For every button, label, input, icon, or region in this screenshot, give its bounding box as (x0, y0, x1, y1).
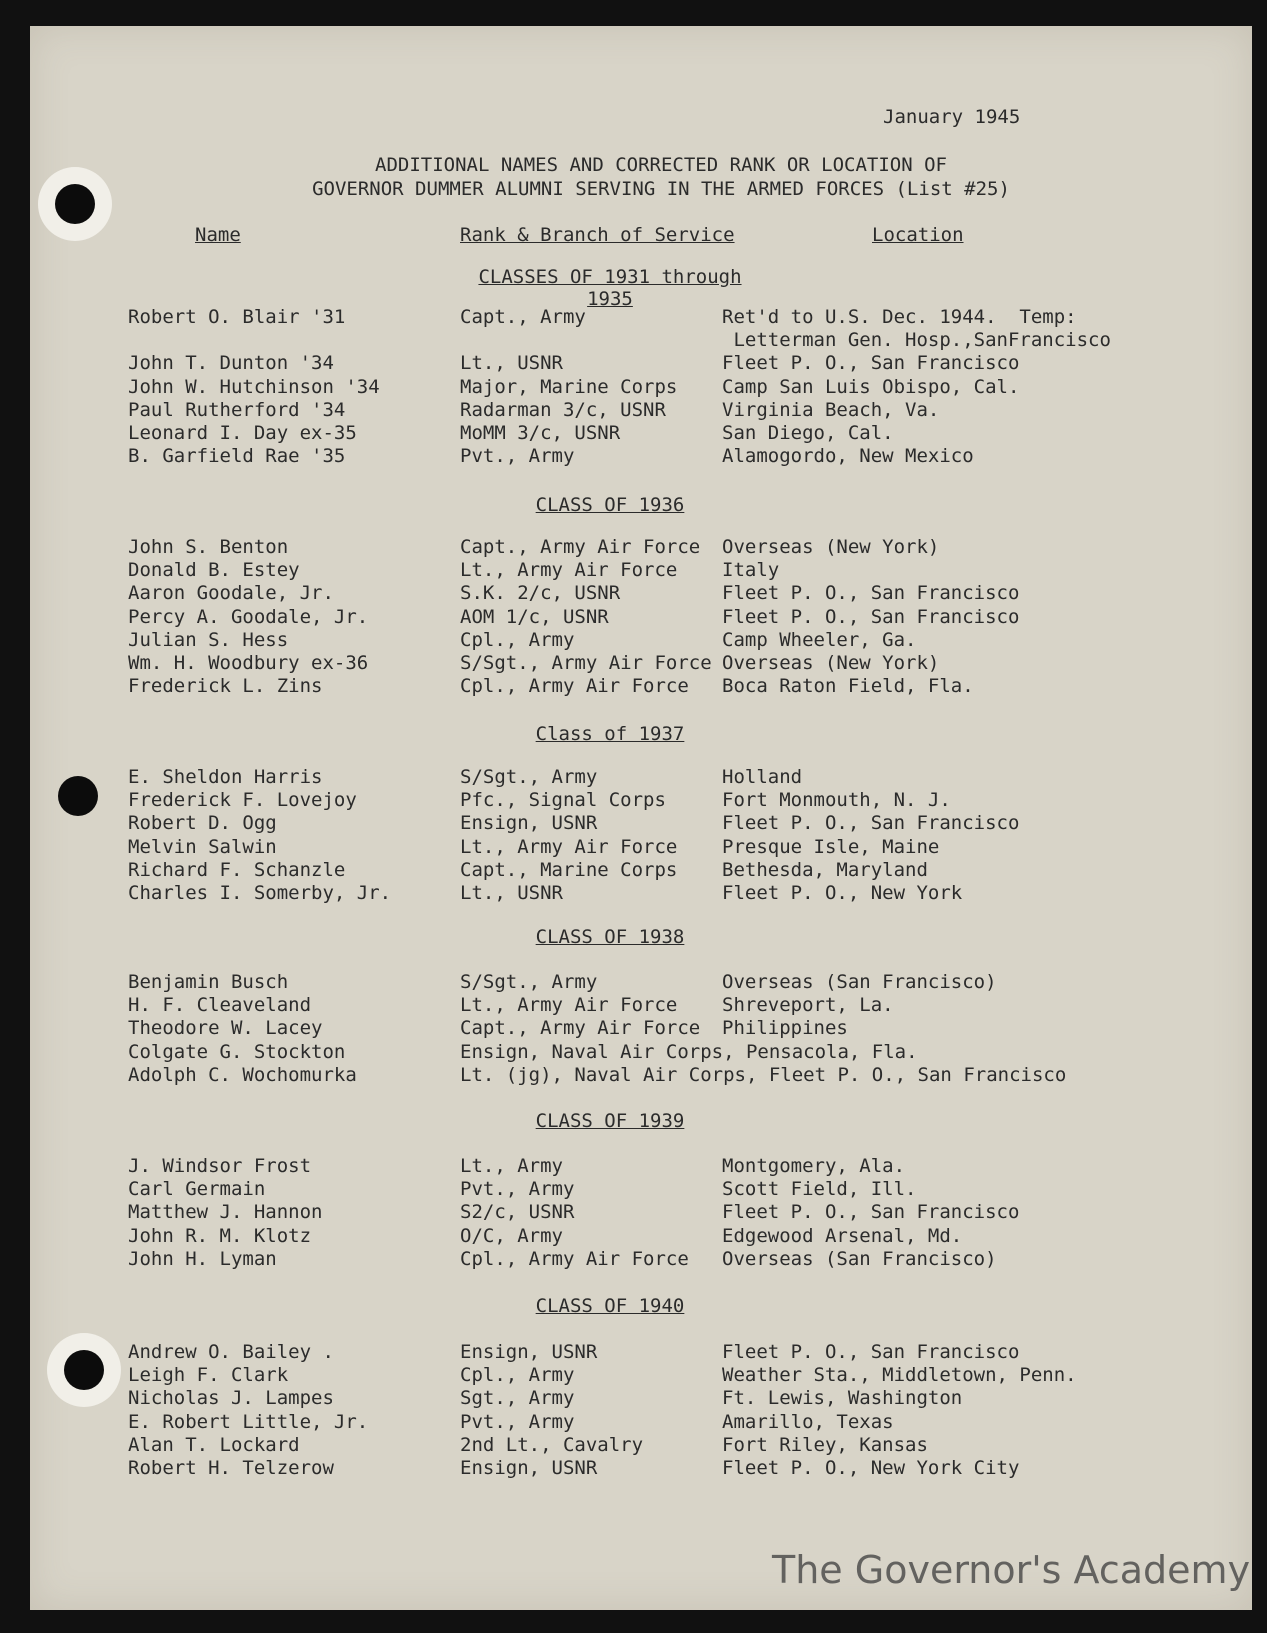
roster-location: Italy (722, 559, 780, 582)
column-header-location: Location (872, 224, 964, 246)
roster-row (30, 1041, 1252, 1065)
roster-location: Scott Field, Ill. (722, 1178, 917, 1201)
roster-location: Montgomery, Ala. (722, 1155, 906, 1177)
roster-name: Paul Rutherford '34 (128, 398, 346, 421)
roster-row (30, 1387, 1252, 1411)
roster-name: Robert D. Ogg (128, 812, 277, 835)
roster-row (30, 329, 1252, 353)
roster-rank: Pvt., Army (460, 445, 575, 468)
roster-rank: S.K. 2/c, USNR (460, 582, 621, 605)
roster-rank: Lt., USNR (460, 882, 563, 904)
roster-location: Amarillo, Texas (722, 1410, 894, 1433)
roster-location: Camp San Luis Obispo, Cal. (722, 375, 1020, 398)
roster-name: Benjamin Busch (128, 971, 289, 993)
roster-rank: Lt., USNR (460, 352, 563, 375)
roster-location: Overseas (San Francisco) (722, 971, 997, 993)
roster-rank: Ensign, Naval Air Corps, Pensacola, Fla. (460, 1040, 918, 1063)
roster-row (30, 789, 1252, 813)
roster-row (30, 1364, 1252, 1388)
roster-row (30, 352, 1252, 376)
document-page (30, 26, 1252, 1610)
roster-name: Julian S. Hess (128, 628, 289, 651)
section-title: CLASS OF 1939 (535, 1110, 685, 1132)
roster-name: Adolph C. Wochomurka (128, 1063, 357, 1086)
roster-name: Wm. H. Woodbury ex-36 (128, 652, 369, 674)
roster-name: Frederick L. Zins (128, 675, 323, 698)
roster-rank: Pvt., Army (460, 1410, 575, 1433)
roster-name: Colgate G. Stockton (128, 1040, 346, 1063)
section-title: CLASS OF 1936 (535, 494, 685, 516)
roster-location: Overseas (New York) (722, 536, 940, 558)
roster-name: Melvin Salwin (128, 835, 277, 858)
roster-name: John T. Dunton '34 (128, 352, 334, 375)
roster-row (30, 1225, 1252, 1249)
roster-location: Overseas (San Francisco) (722, 1247, 997, 1270)
roster-location: Fleet P. O., San Francisco (722, 582, 1020, 605)
roster-row (30, 652, 1252, 676)
section-title: Class of 1937 (535, 723, 685, 745)
roster-name: J. Windsor Frost (128, 1155, 312, 1177)
roster-name: John W. Hutchinson '34 (128, 375, 380, 398)
roster-row (30, 1017, 1252, 1041)
roster-rank: Ensign, USNR (460, 1341, 598, 1363)
roster-location: Fleet P. O., San Francisco (722, 605, 1020, 628)
roster-location: Fleet P. O., New York City (722, 1457, 1020, 1479)
roster-location: Overseas (New York) (722, 652, 940, 674)
roster-name: Percy A. Goodale, Jr. (128, 605, 369, 628)
roster-row (30, 582, 1252, 606)
roster-rank: Cpl., Army Air Force (460, 675, 689, 698)
roster-name: Alan T. Lockard (128, 1433, 300, 1456)
roster-location: Ft. Lewis, Washington (722, 1387, 963, 1410)
roster-name: Charles I. Somerby, Jr. (128, 882, 392, 904)
roster-row (30, 1248, 1252, 1272)
roster-rank: Lt. (jg), Naval Air Corps, Fleet P. O., San Francisco (460, 1063, 1067, 1086)
roster-rank: Cpl., Army Air Force (460, 1247, 689, 1270)
roster-row (30, 766, 1252, 790)
section-title: CLASS OF 1940 (535, 1295, 685, 1317)
roster-location: Fleet P. O., New York (722, 882, 963, 904)
roster-location: Edgewood Arsenal, Md. (722, 1224, 963, 1247)
roster-name: John H. Lyman (128, 1247, 277, 1270)
roster-row (30, 445, 1252, 469)
roster-row (30, 1341, 1252, 1365)
document-date: January 1945 (883, 106, 1021, 128)
roster-location: Weather Sta., Middletown, Penn. (722, 1364, 1077, 1387)
roster-name: E. Sheldon Harris (128, 766, 323, 788)
roster-location: Letterman Gen. Hosp.,SanFrancisco (722, 329, 1111, 352)
roster-name: Theodore W. Lacey (128, 1017, 323, 1040)
roster-name: Robert H. Telzerow (128, 1457, 334, 1479)
roster-name: John S. Benton (128, 536, 289, 558)
roster-rank: Lt., Army (460, 1155, 563, 1177)
roster-location: Boca Raton Field, Fla. (722, 675, 974, 698)
roster-row (30, 971, 1252, 995)
roster-location: Virginia Beach, Va. (722, 398, 940, 421)
roster-rank: Pfc., Signal Corps (460, 789, 666, 812)
roster-name: Richard F. Schanzle (128, 858, 346, 881)
roster-name: Carl Germain (128, 1178, 266, 1201)
roster-name: Donald B. Estey (128, 559, 300, 582)
roster-row (30, 1178, 1252, 1202)
roster-name: H. F. Cleaveland (128, 994, 312, 1017)
roster-location: Fleet P. O., San Francisco (722, 812, 1020, 835)
column-header-name: Name (195, 224, 241, 246)
roster-location: Fleet P. O., San Francisco (722, 352, 1020, 375)
roster-name: Frederick F. Lovejoy (128, 789, 357, 812)
roster-name: Leigh F. Clark (128, 1364, 289, 1387)
roster-rank: S2/c, USNR (460, 1201, 575, 1224)
roster-rank: Ensign, USNR (460, 1457, 598, 1479)
roster-name: Robert O. Blair '31 (128, 306, 346, 328)
roster-row (30, 1434, 1252, 1458)
roster-rank: S/Sgt., Army Air Force (460, 652, 712, 674)
roster-rank: Cpl., Army (460, 1364, 575, 1387)
roster-rank: Pvt., Army (460, 1178, 575, 1201)
roster-row (30, 606, 1252, 630)
roster-name: Nicholas J. Lampes (128, 1387, 334, 1410)
roster-location: San Diego, Cal. (722, 422, 894, 444)
roster-rank: Major, Marine Corps (460, 375, 678, 398)
roster-name: B. Garfield Rae '35 (128, 445, 346, 468)
roster-row (30, 882, 1252, 906)
roster-row (30, 859, 1252, 883)
roster-rank: O/C, Army (460, 1224, 563, 1247)
roster-location: Fort Monmouth, N. J. (722, 789, 951, 812)
roster-rank: Radarman 3/c, USNR (460, 398, 666, 421)
roster-rank: Capt., Army Air Force (460, 536, 701, 558)
roster-row (30, 629, 1252, 653)
roster-rank: Lt., Army Air Force (460, 835, 678, 858)
roster-rank: Lt., Army Air Force (460, 994, 678, 1017)
roster-rank: Sgt., Army (460, 1387, 575, 1410)
roster-location: Fort Riley, Kansas (722, 1433, 928, 1456)
roster-row (30, 1201, 1252, 1225)
roster-location: Presque Isle, Maine (722, 835, 940, 858)
section-title: CLASS OF 1938 (535, 926, 685, 948)
roster-location: Camp Wheeler, Ga. (722, 628, 917, 651)
roster-location: Philippines (722, 1017, 848, 1040)
roster-location: Ret'd to U.S. Dec. 1944. Temp: (722, 306, 1077, 328)
roster-row (30, 836, 1252, 860)
roster-name: E. Robert Little, Jr. (128, 1410, 369, 1433)
roster-location: Alamogordo, New Mexico (722, 445, 974, 468)
roster-row (30, 1155, 1252, 1179)
column-header-rank: Rank & Branch of Service (460, 224, 735, 246)
roster-rank: 2nd Lt., Cavalry (460, 1433, 644, 1456)
roster-name: Matthew J. Hannon (128, 1201, 323, 1224)
roster-row (30, 422, 1252, 446)
roster-row (30, 559, 1252, 583)
roster-name: Leonard I. Day ex-35 (128, 422, 357, 444)
roster-rank: S/Sgt., Army (460, 971, 598, 993)
roster-row (30, 376, 1252, 400)
roster-rank: Capt., Army Air Force (460, 1017, 701, 1040)
roster-rank: Capt., Marine Corps (460, 858, 678, 881)
document-title-line-1: ADDITIONAL NAMES AND CORRECTED RANK OR LOCATION OF (375, 154, 947, 176)
roster-name: Andrew O. Bailey . (128, 1341, 334, 1363)
roster-location: Bethesda, Maryland (722, 858, 928, 881)
roster-row (30, 675, 1252, 699)
roster-row (30, 812, 1252, 836)
roster-rank: Capt., Army (460, 306, 586, 328)
roster-row (30, 1411, 1252, 1435)
roster-row (30, 306, 1252, 330)
roster-row (30, 994, 1252, 1018)
roster-row (30, 1064, 1252, 1088)
roster-rank: Ensign, USNR (460, 812, 598, 835)
document-title-line-2: GOVERNOR DUMMER ALUMNI SERVING IN THE ARMED FORCES (List #25) (312, 178, 1010, 200)
roster-location: Holland (722, 766, 803, 788)
roster-rank: S/Sgt., Army (460, 766, 598, 788)
roster-name: Aaron Goodale, Jr. (128, 582, 334, 605)
roster-location: Fleet P. O., San Francisco (722, 1341, 1020, 1363)
roster-rank: MoMM 3/c, USNR (460, 422, 621, 444)
section-title: CLASSES OF 1931 through 1935 (478, 266, 742, 310)
roster-row (30, 399, 1252, 423)
roster-name: John R. M. Klotz (128, 1224, 312, 1247)
roster-rank: Lt., Army Air Force (460, 559, 678, 582)
roster-rank: Cpl., Army (460, 628, 575, 651)
roster-rank: AOM 1/c, USNR (460, 605, 609, 628)
roster-location: Fleet P. O., San Francisco (722, 1201, 1020, 1224)
roster-row (30, 536, 1252, 560)
roster-location: Shreveport, La. (722, 994, 894, 1017)
watermark: The Governor's Academy (772, 1548, 1251, 1592)
roster-row (30, 1457, 1252, 1481)
